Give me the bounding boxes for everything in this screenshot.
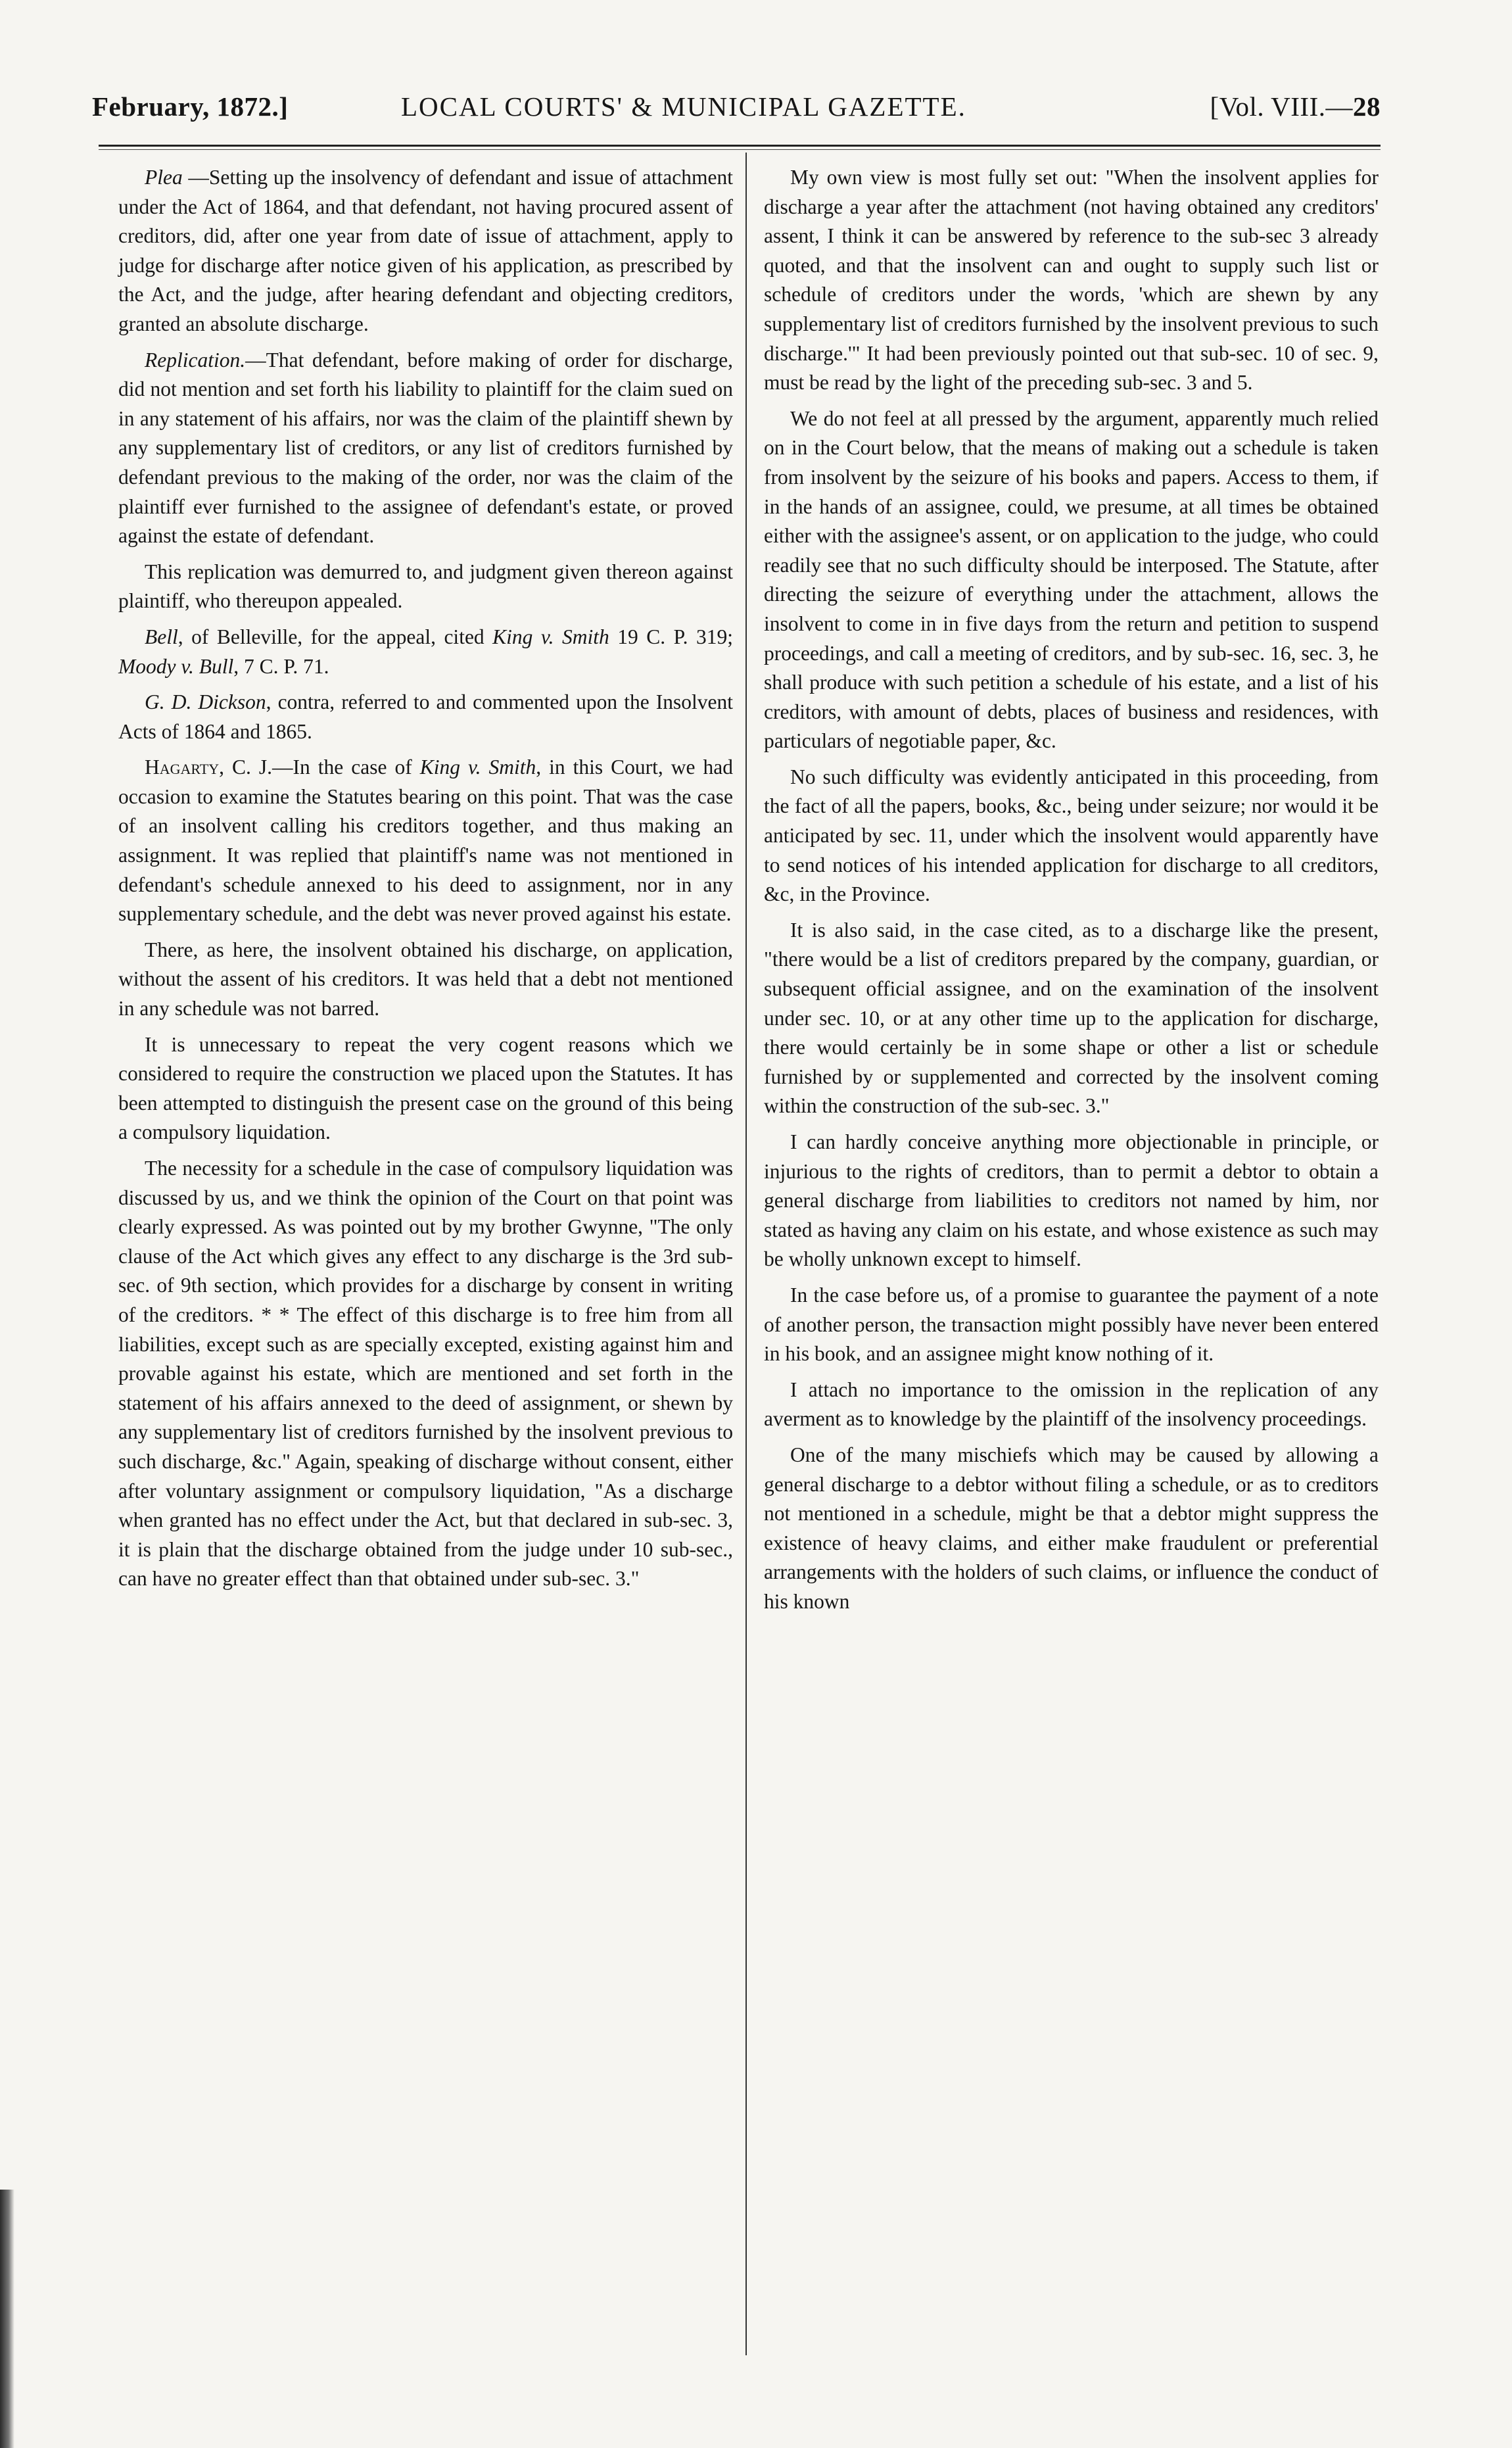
case-moody-v-bull: Moody v. Bull xyxy=(118,654,234,678)
bell-citation-end: , 7 C. P. 71. xyxy=(233,654,329,678)
plea-text: —Setting up the insolvency of defendant and issue of attachment under the Act of 1864, and that defendant, not having procured assent of creditors, did, after one year from date of issue of attachment, apply to judge for discharge after notice given of his application, as prescribed by the Act, and the judge, after hearing defendant and objecting creditors, granted an absolute discharge. xyxy=(118,166,733,335)
hagarty-paragraph xyxy=(118,753,733,929)
hagarty-text: —In the case of xyxy=(272,756,420,779)
own-view-paragraph: My own view is most fully set out: "When the insolvent applies for discharge a year after the attachment (not having obtained any creditors' assent, I think it can be answered by reference to the sub-sec 3 already quoted, and that the insolvent can and ought to supply such list or schedule of creditors under the words, 'which are shewn by any supplementary list of creditors furnished by the insolvent previous to such discharge.'" It had been previously pointed out that sub-sec. 10 of sec. 9, must be read by the light of the preceding sub-sec. 3 and 5. xyxy=(764,166,1379,395)
header-volume-prefix: [Vol. VIII.— xyxy=(1210,91,1353,122)
hagarty-text-cont: , in this Court, we had occasion to examine the Statutes bearing on this point. That was the case of an insolvent calling his creditors together, and thus making an assignment. It was replied that plaintiff's name was not mentioned in defendant's schedule annexed to his deed to assignment, nor in any supplementary schedule, and the debt was never proved against his estate. xyxy=(118,756,733,926)
mischiefs-paragraph: One of the many mischiefs which may be caused by allowing a general discharge to a debtor without filing a schedule, or as to creditors not mentioned in a schedule, might be that a debtor might suppress the existence of heavy claims, and either make fraudulent or preferential arrangements with the holders of such claims, or influence the conduct of his known xyxy=(764,1443,1379,1613)
no-difficulty-paragraph: No such difficulty was evidently anticipated in this proceeding, from the fact of all the papers, books, &c., being under seizure; nor would it be anticipated by sec. 11, under which the insolvent would apparently have to send notices of his intended application for discharge to all creditors, &c, in the Province. xyxy=(764,765,1379,906)
attach-paragraph: I attach no importance to the omission in the replication of any averment as to knowledge by the plaintiff of the insolvency proceedings. xyxy=(764,1378,1379,1431)
pressed-paragraph: We do not feel at all pressed by the argument, apparently much relied on in the Court below, that the means of making out a schedule is taken from insolvent by the seizure of his books and papers. Access to them, if in the hands of an assignee, could, we presume, at all times be obtained either with the assignee's assent, or on application to the judge, who could readily see that no such difficulty should be interposed. The Statute, after directing the seizure of everything under the attachment, allows the insolvent to come in in five days from the return and petition to suspend proceedings, and call a meeting of creditors, and by sub-sec. 16, sec. 3, he shall produce with such petition a schedule of his estate, and a list of his creditors, with amount of debts, places of business and residences, with particulars of negotiable paper, &c. xyxy=(764,406,1379,753)
header-date: February, 1872.] xyxy=(92,91,289,122)
binding-edge-shadow xyxy=(0,2190,14,2448)
plea-paragraph xyxy=(118,163,733,339)
dickson-paragraph xyxy=(118,688,733,746)
left-column xyxy=(118,163,733,1594)
promise-paragraph: In the case before us, of a promise to guarantee the payment of a note of another person, the transaction might possibly have never been entered in his book, and an assignee might know nothing of it. xyxy=(764,1283,1379,1366)
replication-paragraph xyxy=(118,346,733,551)
judge-hagarty: Hagarty, C. J. xyxy=(145,756,272,779)
bell-text: , of Belleville, for the appeal, cited xyxy=(177,625,493,648)
counsel-dickson: G. D. Dickson xyxy=(145,690,266,714)
unnecessary-paragraph: It is unnecessary to repeat the very cogent reasons which we considered to require the construction we placed upon the Statutes. It has been attempted to distinguish the present case on the ground of this being a compulsory liquidation. xyxy=(118,1032,733,1144)
header-title: LOCAL COURTS' & MUNICIPAL GAZETTE. xyxy=(401,91,966,122)
case-king-v-smith: King v. Smith xyxy=(492,625,609,648)
replication-text: —That defendant, before making of order for discharge, did not mention and set forth his liability to plaintiff for the claim sued on in any statement of his affairs, nor was the claim of the plaintiff shewn by any supplementary list of creditors, or any list of creditors furnished by defendant previous to the making of the order, nor was the claim of the plaintiff ever furnished to the assignee of defendant's estate, or proved against the estate of defendant. xyxy=(118,348,733,548)
also-said-paragraph: It is also said, in the case cited, as to a discharge like the present, "there would be a list of creditors prepared by the company, guardian, or subsequent official assignee, and on the examination of the insolvent under sec. 10, or at any other time up to the application for discharge, there would certainly be in some shape or other a list or schedule furnished by or supplemented and corrected by the insolvent coming within the construction of the sub-sec. 3." xyxy=(764,918,1379,1118)
necessity-paragraph: The necessity for a schedule in the case of compulsory liquidation was discussed by us, and we think the opinion of the Court on that point was clearly expressed. As was pointed out by my brother Gwynne, "The only clause of the Act which gives any effect to any discharge is the 3rd sub-sec. of 9th section, which provides for a discharge by consent in writing of the creditors. * * The effect of this discharge is to free him from all liabilities, except such as are specially excepted, existing against him and provable against his estate, which are mentioned and set forth in the statement of his affairs annexed to the deed of assignment, or shewn by any supplementary list of creditors furnished by the insolvent previous to such discharge, &c." Again, speaking of discharge without consent, either after voluntary assignment or compulsory liquidation, "As a discharge when granted has no effect under the Act, but that declared in sub-sec. 3, it is plain that the discharge obtained from the judge under 10 sub-sec., can have no greater effect than that obtained under sub-sec. 3." xyxy=(118,1157,733,1591)
hardly-paragraph: I can hardly conceive anything more objectionable in principle, or injurious to the rights of creditors, than to permit a debtor to obtain a general discharge from liabilities to creditors not named by him, nor stated as having any claim on his estate, and whose existence as such may be wholly unknown except to himself. xyxy=(764,1130,1379,1271)
case-king-v-smith-2: King v. Smith xyxy=(419,756,536,779)
header-volume xyxy=(1210,91,1381,122)
bell-citation: 19 C. P. 319; xyxy=(609,625,733,648)
there-paragraph: There, as here, the insolvent obtained his discharge, on application, without the assent of his creditors. It was held that a debt not mentioned in any schedule was not barred. xyxy=(118,938,733,1020)
plea-label: Plea xyxy=(145,166,183,189)
right-column xyxy=(764,163,1379,1617)
dickson-text: , contra, referred to and commented upon the Insolvent Acts of 1864 and 1865. xyxy=(118,690,733,743)
replication-label: Replication. xyxy=(145,348,246,372)
header-page-number: 28 xyxy=(1353,91,1381,122)
demurrer-paragraph: This replication was demurred to, and judgment given thereon against plaintiff, who thereupon appealed. xyxy=(118,560,733,613)
running-header xyxy=(92,91,1381,130)
counsel-bell: Bell xyxy=(145,625,178,648)
header-rule xyxy=(99,145,1381,147)
header-rule-thin xyxy=(99,149,1381,150)
bell-paragraph xyxy=(118,623,733,681)
column-divider xyxy=(745,153,747,2355)
